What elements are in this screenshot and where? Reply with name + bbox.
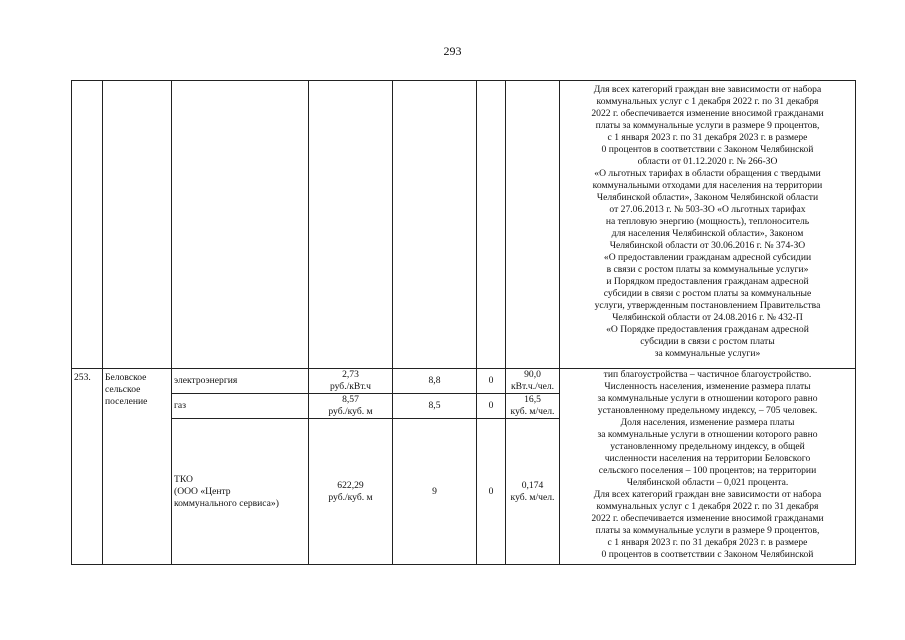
note-line: с 1 января 2023 г. по 31 декабря 2023 г. в размере [607,132,808,143]
tariff-electricity: 2,73 руб./кВт.ч [309,369,393,394]
note-line: за коммунальные услуги» [654,348,761,359]
note-line: «О предоставлении гражданам адресной субсидии [603,252,812,263]
note-line: в связи с ростом платы за коммунальные услуги» [606,264,809,275]
norm-tko: 0,174 куб. м/чел. [506,419,560,565]
note-cell-previous [560,81,856,369]
note-line: услуги, утвержденным постановлением Правительства [594,300,821,311]
table-row-electricity [72,369,856,394]
note-line: субсидии в связи с ростом платы [640,336,775,347]
cell-empty [506,81,560,369]
note-line: численности населения на территории Беловского [604,453,811,464]
tariff-table [71,80,856,565]
settlement-name: Беловское сельское поселение [103,369,172,565]
note-line: Численность населения, изменение размера платы [604,381,811,392]
note-line: Челябинской области», Законом Челябинской области [596,192,819,203]
note-line: сельского поселения – 100 процентов; на территории [598,465,817,476]
cell-empty [309,81,393,369]
cell-empty [393,81,477,369]
zero-gas: 0 [477,394,506,419]
zero-electricity: 0 [477,369,506,394]
page-number: 293 [443,44,462,58]
note-line: коммунальных услуг с 1 декабря 2022 г. по 31 декабря [596,501,819,512]
note-line: Доля населения, изменение размера платы [620,417,795,428]
note-line: области от 01.12.2020 г. № 266-ЗО [637,156,778,167]
note-line: 2022 г. обеспечивается изменение вносимой гражданами [591,513,824,524]
row-number: 253. [72,369,103,565]
note-line: 2022 г. обеспечивается изменение вносимой гражданами [591,108,824,119]
note-line: и Порядком предоставления гражданам адресной [606,276,809,287]
note-line: Челябинской области – 0,021 процента. [626,477,789,488]
note-line: за коммунальные услуги в отношении которого равно [597,393,818,404]
note-line: Для всех категорий граждан вне зависимости от набора [593,84,822,95]
note-line: «О Порядке предоставления гражданам адресной [606,324,809,335]
cell-empty [172,81,309,369]
service-name-electricity: электроэнергия [172,369,309,394]
note-line: платы за коммунальные услуги в размере 9 процентов, [595,120,820,131]
note-line: тип благоустройства – частичное благоустройство. [603,369,812,380]
note-line: «О льготных тарифах в области обращения с твердыми [594,168,821,179]
cell-empty [103,81,172,369]
note-line: Для всех категорий граждан вне зависимости от набора [593,489,822,500]
tariff-tko: 622,29 руб./куб. м [309,419,393,565]
index-tko: 9 [393,419,477,565]
note-line: Челябинской области от 24.08.2016 г. № 432-П [612,312,803,323]
table-row-continuation [72,81,856,369]
cell-empty [72,81,103,369]
note-line: с 1 января 2023 г. по 31 декабря 2023 г. в размере [607,537,808,548]
note-line: коммунальных услуг с 1 декабря 2022 г. по 31 декабря [596,96,819,107]
note-line: 0 процентов в соответствии с Законом Челябинской [601,549,814,560]
cell-empty [477,81,506,369]
tariff-gas: 8,57 руб./куб. м [309,394,393,419]
note-line: за коммунальные услуги в отношении которого равно [597,429,818,440]
note-line: платы за коммунальные услуги в размере 9 процентов, [595,525,820,536]
norm-electricity: 90,0 кВт.ч./чел. [506,369,560,394]
note-line: от 27.06.2013 г. № 503-ЗО «О льготных тарифах [609,204,806,215]
note-line: установленному предельному индексу, – 705 человек. [597,405,818,416]
zero-tko: 0 [477,419,506,565]
note-line: установленному предельному индексу, в общей [610,441,805,452]
note-line: на тепловую энергию (мощность), теплоноситель [605,216,810,227]
note-line: коммунальными отходами для населения на территории [592,180,823,191]
note-line: Челябинской области от 30.06.2016 г. № 374-ЗО [609,240,806,251]
index-electricity: 8,8 [393,369,477,394]
note-line: для населения Челябинской области», Законом [611,228,804,239]
note-line: субсидии в связи с ростом платы за коммунальные [603,288,812,299]
note-cell-253 [560,369,856,565]
norm-gas: 16,5 куб. м/чел. [506,394,560,419]
note-line: 0 процентов в соответствии с Законом Челябинской [601,144,814,155]
service-name-tko: ТКО (ООО «Центр коммунального сервиса») [172,419,309,565]
service-name-gas: газ [172,394,309,419]
index-gas: 8,5 [393,394,477,419]
